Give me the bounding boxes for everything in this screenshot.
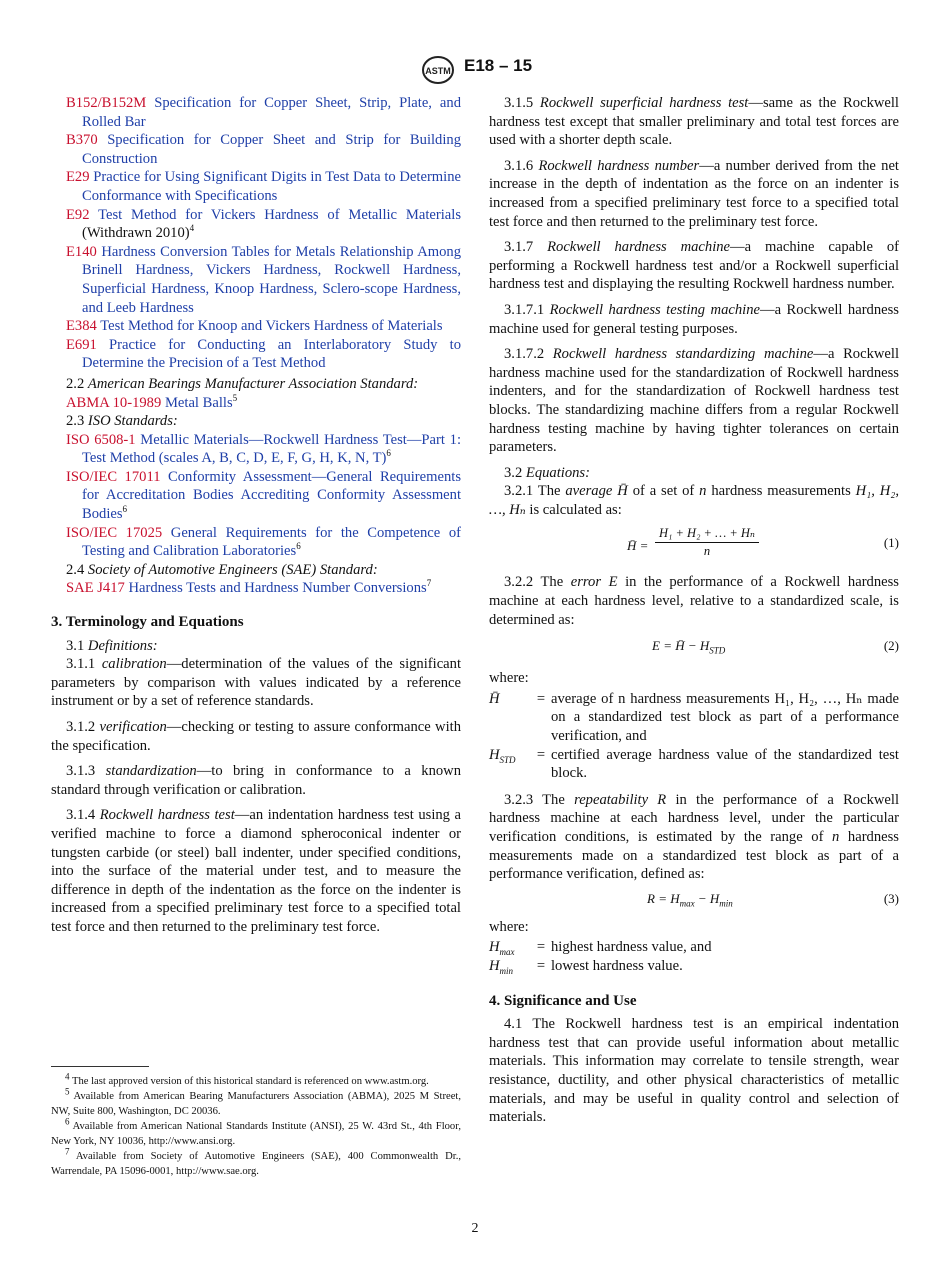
ref-iso-iec-17011[interactable]: ISO/IEC 17011 Conformity Assessment—General Requirements for Accreditation Bodies Accrediting Conformity Assessment Bodies$^6$ bbox=[66, 468, 462, 523]
left-column bbox=[51, 94, 461, 944]
section-2-4: 2.4 Society of Automotive Engineers (SAE) Standard: bbox=[66, 561, 378, 578]
equation-1: H̄ = H₁ + H₂ + … + Hₙ n (1) bbox=[627, 526, 899, 559]
def-3-1-2: 3.1.2 verification—checking or testing to assure conformance with the specification. bbox=[51, 719, 461, 754]
ref-e29[interactable]: E29 Practice for Using Significant Digits in Test Data to Determine Conformance with Specifications bbox=[66, 169, 461, 204]
ref-e140[interactable]: E140 Hardness Conversion Tables for Metals Relationship Among Brinell Hardness, Vickers Hardness, Rockwell Hardness, Superficial Hardness, Knoop Hardness, Sclero-scope Hardness, and Leeb Hardness bbox=[66, 243, 461, 316]
footnote-rule bbox=[51, 1066, 149, 1067]
equation-2: E = H̄ − $H_{STD}$ (2) bbox=[652, 638, 899, 656]
page-number: 2 bbox=[471, 1221, 479, 1236]
def-3-1-7-2: 3.1.7.2 Rockwell hardness standardizing machine—a Rockwell hardness machine used for the standardization of Rockwell hardness indenters, and for the standardization of Rockwell hardness test blocks. The standardizing machine differs from a regular Rockwell hardness testing machine by having tighter tolerances on certain parameters. bbox=[489, 346, 899, 456]
section-2-2: 2.2 American Bearings Manufacturer Association Standard: bbox=[66, 375, 419, 392]
para-4-1: 4.1 The Rockwell hardness test is an empirical indentation hardness test that can provide useful information about metallic materials. This information may correlate to tensile strength, wear resistance, ductility, and other physical characteristics of metallic materials, and may be useful in quality control and selection of materials. bbox=[489, 1016, 899, 1126]
equation-3: $R = H_{max} - H_{min}$ (3) bbox=[647, 890, 899, 909]
where-list-1: H̄ = average of n hardness measurements H₁, H₂, …, Hₙ made on a standardized test block as part of a performance verification, and $H_{STD}$ = certified average hardness value of the standardized test block. bbox=[489, 690, 899, 782]
designation: E18 – 15 bbox=[464, 56, 533, 75]
section-2-3: 2.3 ISO Standards: bbox=[66, 413, 178, 430]
footnotes bbox=[51, 1071, 461, 1179]
right-column bbox=[489, 94, 899, 1127]
footnote-4: $^4$ The last approved version of this historical standard is referenced on www.astm.org. bbox=[65, 1071, 429, 1087]
ref-e92[interactable]: E92 Test Method for Vickers Hardness of Metallic Materials (Withdrawn 2010)$^4$ bbox=[66, 206, 461, 242]
page-header bbox=[0, 56, 950, 86]
ref-e384[interactable]: E384 Test Method for Knoop and Vickers Hardness of Materials bbox=[66, 318, 443, 335]
section-3-heading: 3. Terminology and Equations bbox=[51, 614, 244, 631]
ref-iso-iec-17025[interactable]: ISO/IEC 17025 General Requirements for the Competence of Testing and Calibration Laboratories$^6$ bbox=[66, 524, 461, 560]
ref-b370[interactable]: B370 Specification for Copper Sheet and Strip for Building Construction bbox=[66, 132, 461, 167]
para-3-2-2: 3.2.2 The error E in the performance of a Rockwell hardness machine at each hardness level, relative to a standardized scale, is determined as: bbox=[489, 574, 899, 628]
footnote-6: $^6$ Available from American National Standards Institute (ANSI), 25 W. 43rd St., 4th Floor, New York, NY 10036, http://www.ansi.org. bbox=[51, 1116, 461, 1147]
footnote-5: $^5$ Available from American Bearing Manufacturers Association (ABMA), 2025 M Street, NW, Suite 800, Washington, DC 20036. bbox=[51, 1086, 461, 1117]
ref-sae[interactable]: SAE J417 Hardness Tests and Hardness Number Conversions$^7$ bbox=[66, 578, 432, 597]
ref-iso-6508-1[interactable]: ISO 6508-1 Metallic Materials—Rockwell Hardness Test—Part 1: Test Method (scales A, B, C, D, E, F, G, H, K, N, T)$^6$ bbox=[66, 431, 461, 467]
section-3-2: 3.2 Equations: bbox=[504, 464, 590, 481]
para-3-2-1: 3.2.1 The average H̄ of a set of n hardness measurements H₁, H₂, …, Hₙ is calculated as: bbox=[489, 483, 900, 518]
section-3-1: 3.1 Definitions: bbox=[66, 637, 158, 654]
def-3-1-1: 3.1.1 calibration—determination of the values of the significant parameters by comparison with values indicated by a reference instrument or by a set of reference standards. bbox=[51, 656, 461, 710]
ref-abma[interactable]: ABMA 10-1989 Metal Balls$^5$ bbox=[66, 392, 238, 411]
def-3-1-7: 3.1.7 Rockwell hardness machine—a machine capable of performing a Rockwell hardness test and/or a Rockwell superficial hardness test and displaying the resulting Rockwell hardness number. bbox=[489, 239, 899, 293]
def-3-1-4: 3.1.4 Rockwell hardness test—an indentation hardness test using a verified machine to force a diamond spheroconical indenter or tungsten carbide (or steel) ball indenter, under specified conditions, into the surface of the material under test, and to measure the difference in depth of the indentation as the force on the indenter is increased from a specified preliminary test force to a specified total test force and then returned to the preliminary test force. bbox=[51, 807, 462, 935]
where-list-2: $H_{max}$ = highest hardness value, and $H_{min}$ = lowest hardness value. bbox=[489, 939, 712, 976]
where-label-2: where: bbox=[489, 918, 529, 935]
def-3-1-7-1: 3.1.7.1 Rockwell hardness testing machine—a Rockwell hardness machine used for general testing purposes. bbox=[489, 301, 899, 337]
def-3-1-5: 3.1.5 Rockwell superficial hardness test—same as the Rockwell hardness test except that smaller preliminary and total test forces are used with a shorter depth scale. bbox=[489, 95, 899, 149]
where-label-1: where: bbox=[489, 670, 529, 687]
ref-e691[interactable]: E691 Practice for Conducting an Interlaboratory Study to Determine the Precision of a Test Method bbox=[66, 336, 461, 372]
def-3-1-6: 3.1.6 Rockwell hardness number—a number derived from the net increase in the depth of indentation as the force on an indenter is increased from a specified preliminary test force to a specified total test force and then returned to the preliminary test force. bbox=[489, 157, 899, 230]
para-3-2-3: 3.2.3 The repeatability R in the performance of a Rockwell hardness machine at each hardness level, under the particular verification conditions, is estimated by the range of n hardness measurements made on a standardized test block as part of a performance verification, defined as: bbox=[489, 791, 900, 883]
astm-logo-icon bbox=[418, 56, 458, 84]
footnote-7: $^7$ Available from Society of Automotive Engineers (SAE), 400 Commonwealth Dr., Warrendale, PA 15096-0001, http://www.sae.org. bbox=[51, 1146, 461, 1177]
section-4-heading: 4. Significance and Use bbox=[489, 992, 637, 1009]
logo-text: ASTM bbox=[425, 66, 451, 76]
ref-b152-b152m[interactable]: B152/B152M Specification for Copper Sheet, Strip, Plate, and Rolled Bar bbox=[66, 95, 461, 130]
def-3-1-3: 3.1.3 standardization—to bring in conformance to a known standard through verification or calibration. bbox=[51, 763, 461, 798]
